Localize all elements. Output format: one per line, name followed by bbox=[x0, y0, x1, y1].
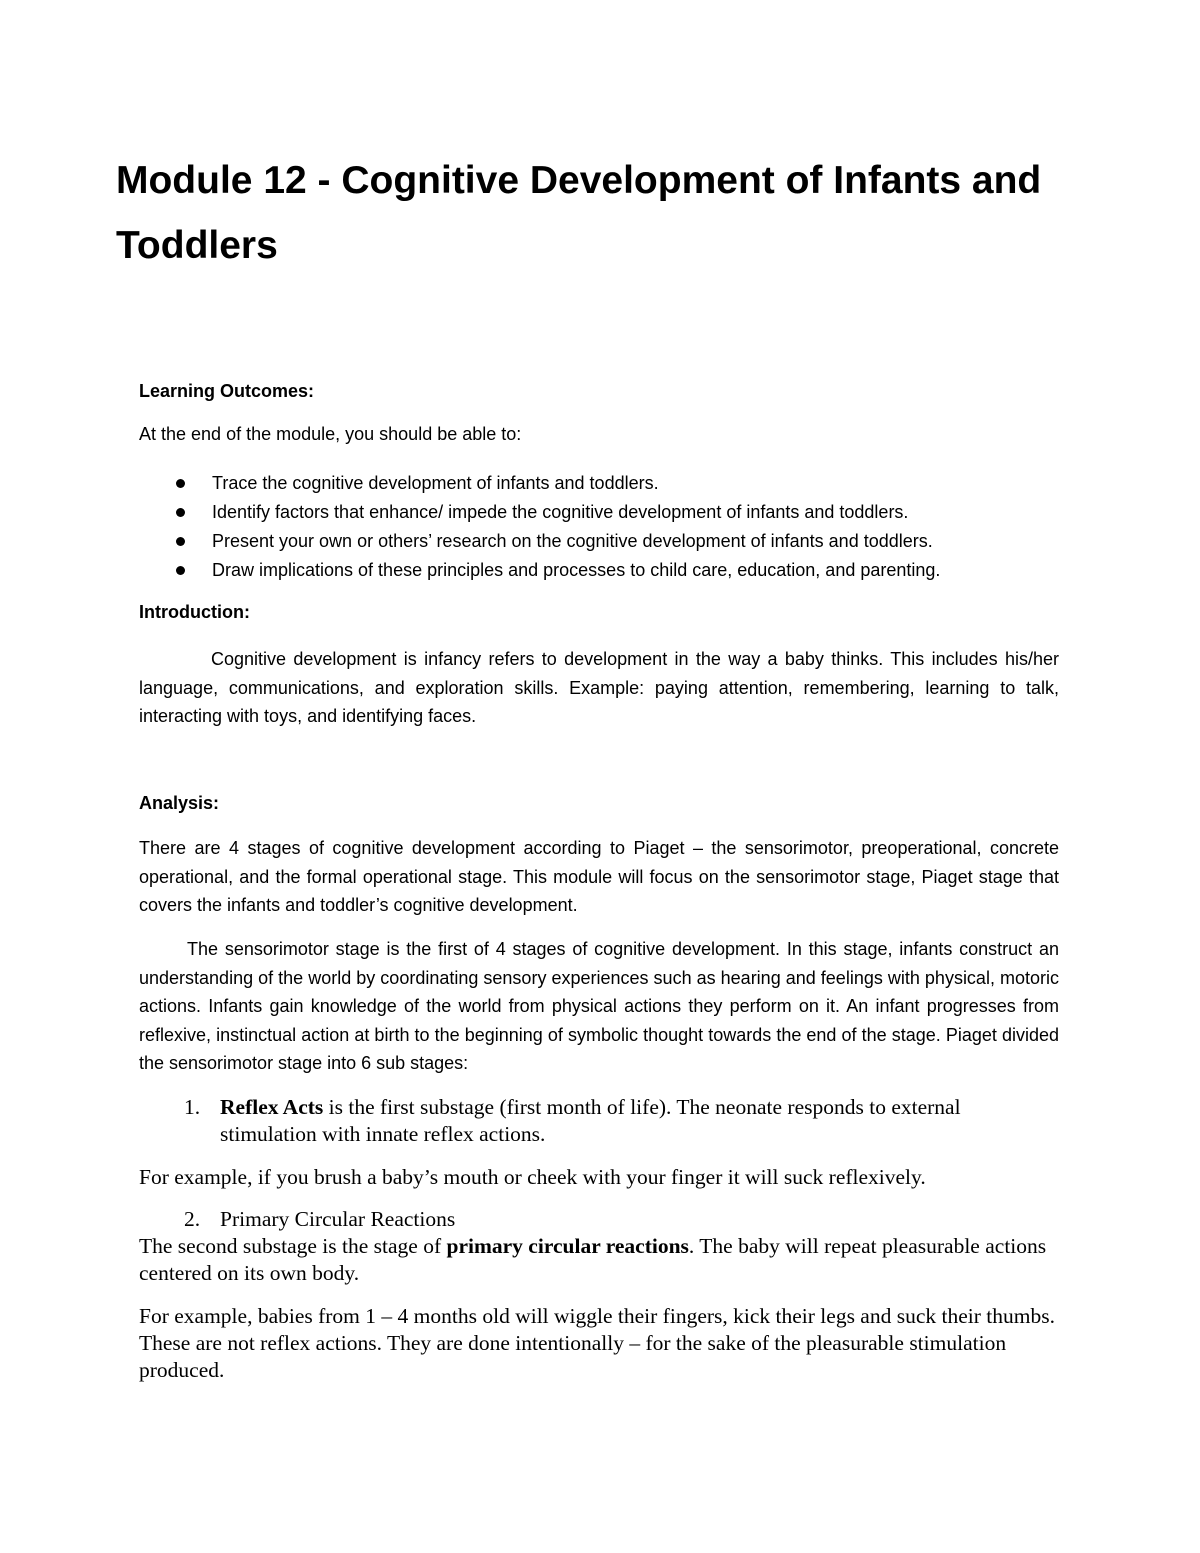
substage-number: 1. bbox=[184, 1095, 201, 1119]
substage-item-1 bbox=[184, 1094, 1060, 1148]
introduction-text: Cognitive development is infancy refers to development in the way a baby thinks. This includes his/her language, communications, and exploration skills. Example: paying attention, remembering, learning to talk, interacting with toys, and identifying faces. bbox=[139, 649, 1059, 726]
learning-outcomes-list bbox=[174, 469, 1074, 585]
substage-text bbox=[184, 1094, 1060, 1148]
learning-outcomes-intro: At the end of the module, you should be able to: bbox=[139, 424, 522, 444]
substage-bold-term: primary circular reactions bbox=[446, 1234, 689, 1258]
substage-example-1: For example, if you brush a baby’s mouth or cheek with your finger it will suck reflexively. bbox=[139, 1165, 926, 1189]
analysis-paragraph-1: There are 4 stages of cognitive development according to Piaget – the sensorimotor, preoperational, concrete operational, and the formal operational stage. This module will focus on the sensorimotor stage, Piaget stage that covers the infants and toddler’s cognitive development. bbox=[139, 838, 1059, 915]
analysis-heading: Analysis: bbox=[139, 793, 220, 813]
list-item bbox=[174, 498, 1074, 527]
bullet-icon bbox=[176, 479, 185, 488]
analysis-paragraph-2: The sensorimotor stage is the first of 4 stages of cognitive development. In this stage, infants construct an understanding of the world by coordinating sensory experiences such as hearing and feelings with physical, motoric actions. Infants gain knowledge of the world from physical actions they perform on it. An infant progresses from reflexive, instinctual action at birth to the beginning of symbolic thought towards the end of the stage. Piaget divided the sensorimotor stage into 6 sub stages: bbox=[139, 939, 1059, 1073]
page-title: Module 12 - Cognitive Development of Infants and Toddlers bbox=[116, 159, 1042, 267]
substage-example-2: For example, babies from 1 – 4 months old will wiggle their fingers, kick their legs and suck their thumbs. These are not reflex actions. They are done intentionally – for the sake of the pleasurable stimulation produced. bbox=[139, 1304, 1055, 1382]
introduction-heading: Introduction: bbox=[139, 602, 250, 622]
bullet-icon bbox=[176, 537, 185, 546]
bullet-icon bbox=[176, 508, 185, 517]
substage-label: Primary Circular Reactions bbox=[220, 1207, 456, 1231]
substage-desc-post: . The baby will repeat pleasurable actions centered on its own body. bbox=[139, 1234, 1047, 1285]
bullet-icon bbox=[176, 566, 185, 575]
list-item bbox=[174, 469, 1074, 498]
substage-desc-pre: The second substage is the stage of bbox=[139, 1234, 447, 1258]
substage-number: 2. bbox=[184, 1207, 201, 1231]
substage-bold-term: Reflex Acts bbox=[220, 1095, 324, 1119]
learning-outcomes-heading: Learning Outcomes: bbox=[139, 381, 315, 401]
list-item-text: Present your own or others’ research on the cognitive development of infants and toddlers. bbox=[212, 531, 933, 551]
list-item-text: Trace the cognitive development of infants and toddlers. bbox=[212, 473, 659, 493]
list-item-text: Identify factors that enhance/ impede the cognitive development of infants and toddlers. bbox=[212, 502, 909, 522]
substage-description-2 bbox=[139, 1233, 1059, 1287]
substage-item-2 bbox=[184, 1206, 1060, 1233]
list-item-text: Draw implications of these principles and processes to child care, education, and parenting. bbox=[212, 560, 941, 580]
list-item bbox=[174, 556, 1074, 585]
substage-description: is the first substage (first month of life). The neonate responds to external stimulation with innate reflex actions. bbox=[220, 1095, 961, 1146]
list-item bbox=[174, 527, 1074, 556]
